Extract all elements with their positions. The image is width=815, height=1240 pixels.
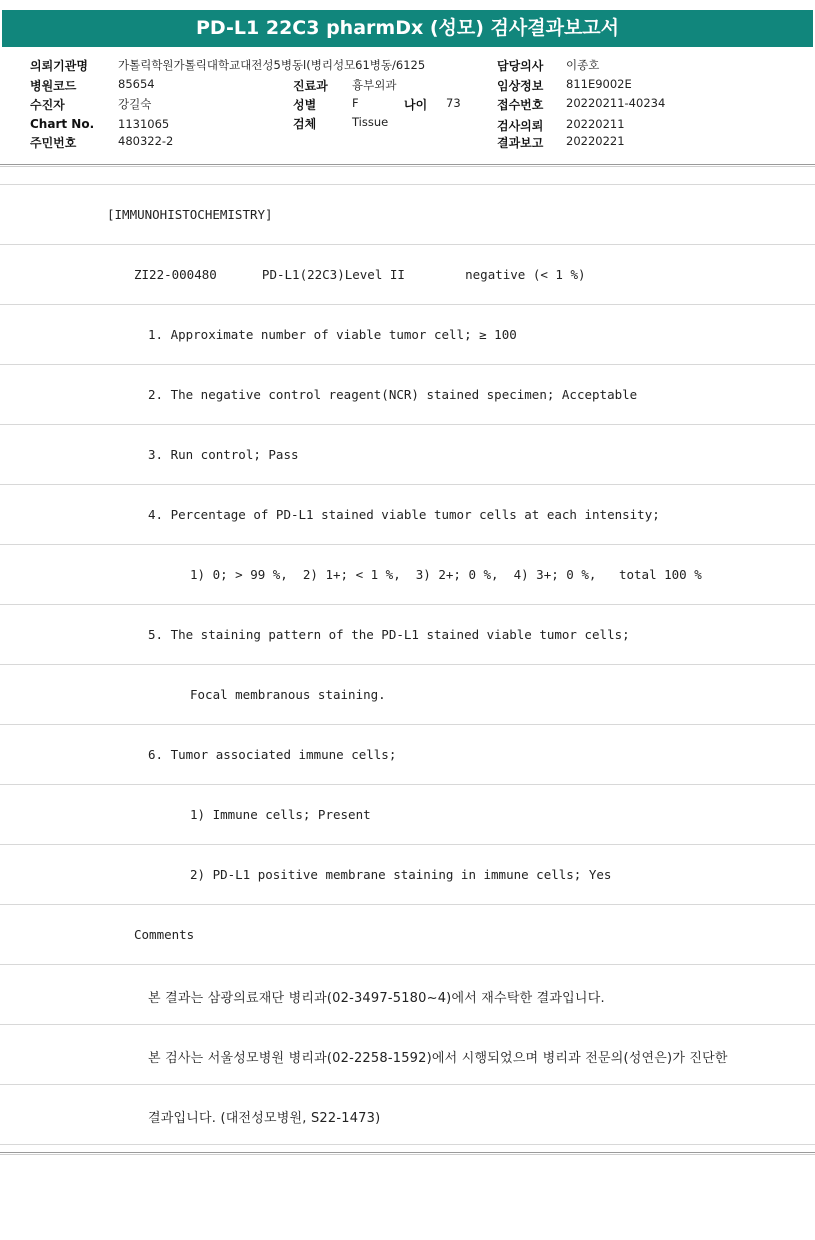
patient-value: 강길숙 [118,97,152,111]
report-row [0,844,815,904]
hospital-code-value: 85654 [118,77,155,91]
report-item: 3. Run control; Pass [148,447,299,462]
report-subitem: 2) PD-L1 positive membrane staining in immune cells; Yes [190,867,612,882]
chart-no-value: 1131065 [118,117,170,131]
report-row [0,244,815,304]
comment-line: 본 결과는 삼광의료재단 병리과(02-3497-5180~4)에서 재수탁한 결과입니다. [148,991,605,1006]
department-label: 진료과 [293,79,328,93]
report-row [0,364,815,424]
report-subitem: 1) 0; > 99 %, 2) 1+; < 1 %, 3) 2+; 0 %, 4) 3+; 0 %, total 100 % [190,567,702,582]
age-value: 73 [446,96,461,110]
report-row [0,724,815,784]
report-row [0,484,815,544]
footer-divider [0,1152,815,1153]
report-row [0,664,815,724]
receipt-no-value: 20220211-40234 [566,96,666,110]
clinical-info-label: 임상정보 [497,79,544,93]
report-row [0,904,815,964]
age-label: 나이 [404,98,428,112]
institution-label: 의뢰기관명 [30,59,88,73]
report-row [0,184,815,244]
comments-heading: Comments [134,927,195,942]
report-title: PD-L1 22C3 pharmDx (성모) 검사결과보고서 [2,10,813,47]
sex-value: F [352,96,359,110]
header-divider [0,164,815,165]
header-divider-inner [0,166,815,167]
specimen-label: 검체 [293,117,317,131]
specimen-value: Tissue [352,115,389,129]
report-row [0,1024,815,1084]
report-subitem: Focal membranous staining. [190,687,386,702]
resident-no-label: 주민번호 [30,136,77,150]
result-summary: ZI22-000480 PD-L1(22C3)Level II negative (< 1 %) [134,267,586,282]
institution-value: 가톨릭학원가톨릭대학교대전성5병동l(병리성모61병동/6125 [118,58,426,72]
doctor-label: 담당의사 [497,59,544,73]
report-item: 6. Tumor associated immune cells; [148,747,397,762]
patient-info-panel [0,47,815,164]
comment-line: 결과입니다. (대전성모병원, S22-1473) [148,1111,381,1126]
comment-line: 본 검사는 서울성모병원 병리과(02-2258-1592)에서 시행되었으며 병리과 전문의(성연은)가 진단한 [148,1051,728,1066]
patient-label: 수진자 [30,98,65,112]
report-row [0,964,815,1024]
report-item: 1. Approximate number of viable tumor cell; ≥ 100 [148,327,517,342]
request-date-label: 검사의뢰 [497,119,544,133]
report-date-label: 결과보고 [497,136,544,150]
clinical-info-value: 811E9002E [566,77,632,91]
report-subitem: 1) Immune cells; Present [190,807,371,822]
request-date-value: 20220211 [566,117,625,131]
report-row [0,424,815,484]
sex-label: 성별 [293,98,317,112]
report-row [0,1084,815,1145]
report-row [0,604,815,664]
receipt-no-label: 접수번호 [497,98,544,112]
department-value: 흉부외과 [352,78,397,92]
chart-no-label: Chart No. [30,117,95,131]
report-item: 5. The staining pattern of the PD-L1 stained viable tumor cells; [148,627,630,642]
report-item: 2. The negative control reagent(NCR) stained specimen; Acceptable [148,387,638,402]
resident-no-value: 480322-2 [118,134,174,148]
doctor-value: 이종호 [566,58,600,72]
hospital-code-label: 병원코드 [30,79,77,93]
report-row [0,304,815,364]
report-date-value: 20220221 [566,134,625,148]
report-item: 4. Percentage of PD-L1 stained viable tumor cells at each intensity; [148,507,660,522]
report-row [0,544,815,604]
report-row [0,784,815,844]
report-body [0,184,815,1145]
section-heading: [IMMUNOHISTOCHEMISTRY] [107,207,273,222]
footer-divider-inner [0,1154,815,1155]
